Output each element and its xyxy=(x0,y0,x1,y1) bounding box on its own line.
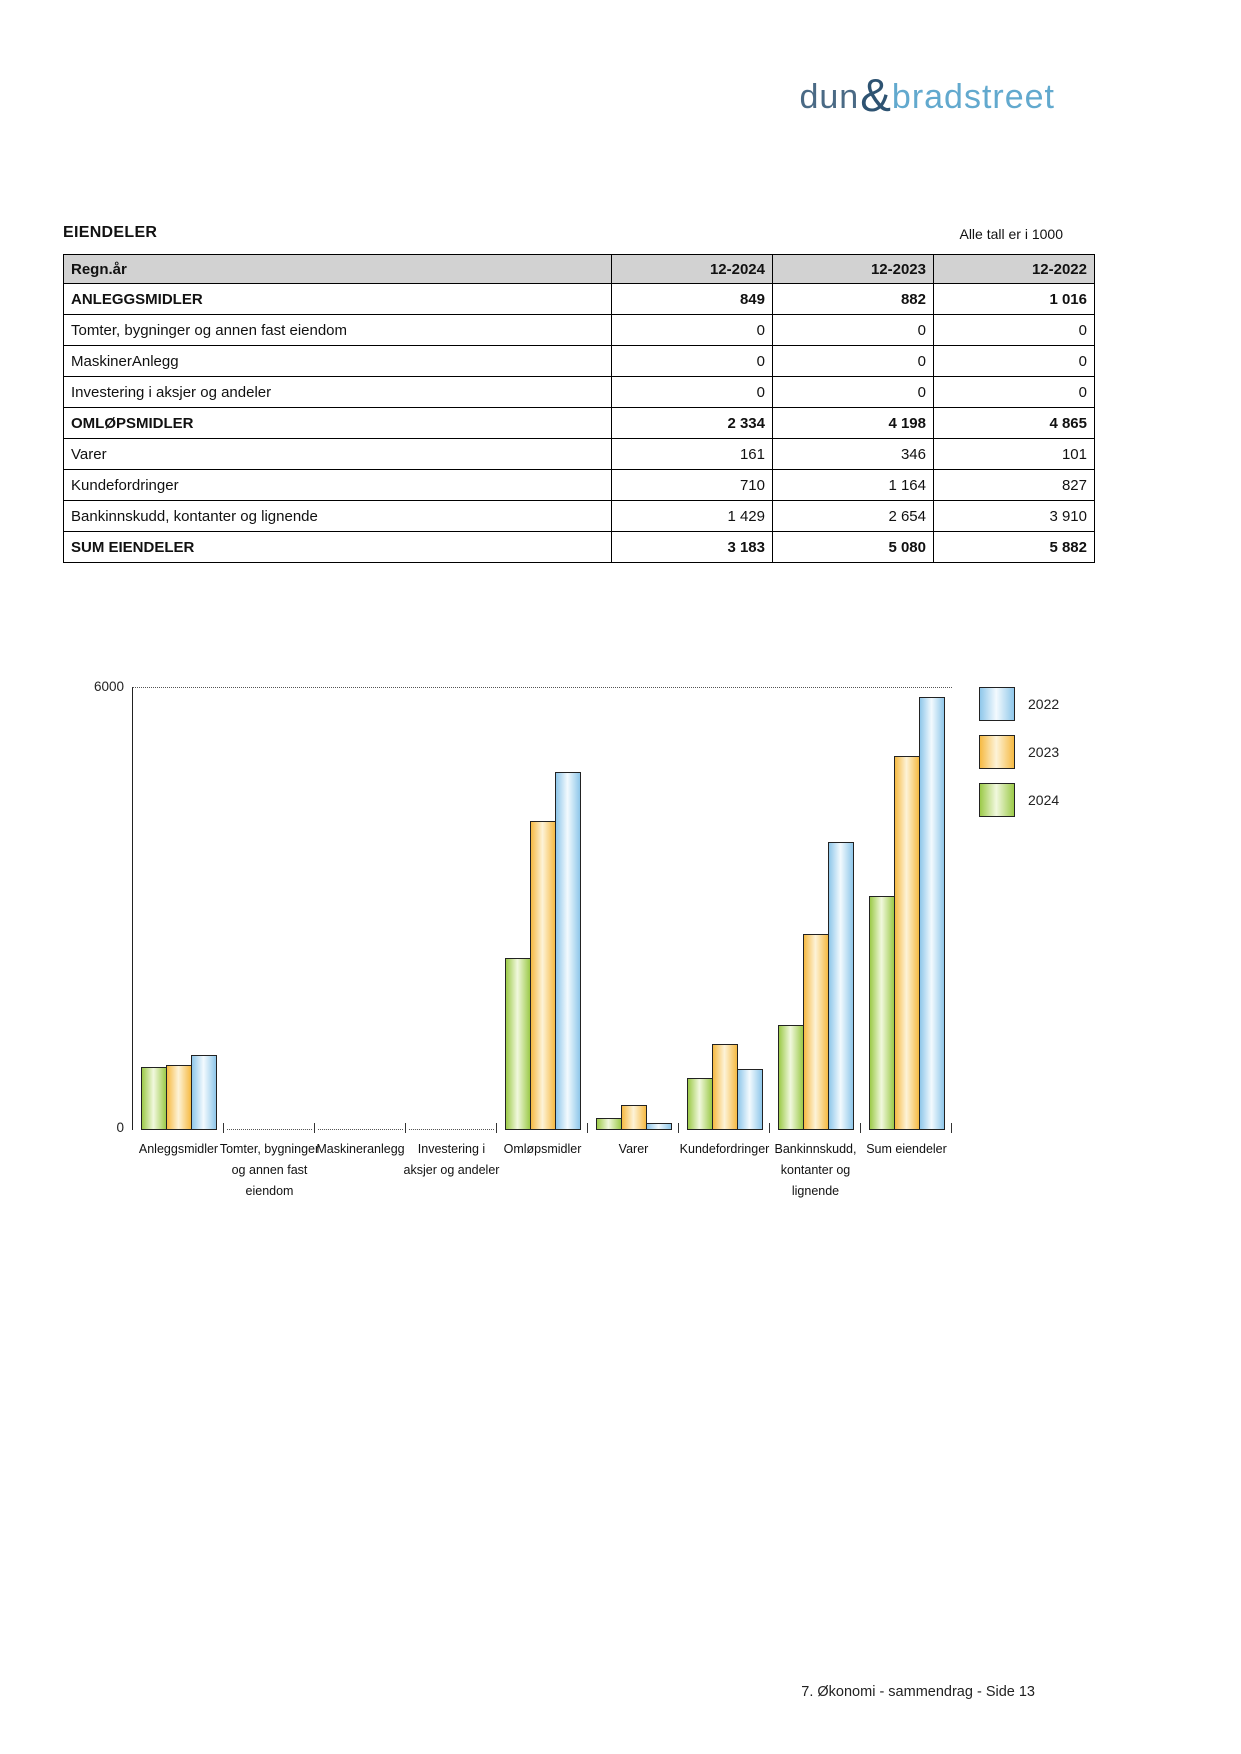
x-axis-label: Investering i aksjer og andeler xyxy=(403,1142,500,1177)
assets-table-head xyxy=(64,255,1095,284)
chart-plot-area xyxy=(132,687,952,1198)
value-cell: 827 xyxy=(934,470,1095,501)
row-label: ANLEGGSMIDLER xyxy=(64,284,612,315)
x-axis-tick xyxy=(951,1123,952,1133)
value-cell: 5 882 xyxy=(934,532,1095,563)
table-row xyxy=(64,501,1095,532)
row-label: Investering i aksjer og andeler xyxy=(64,377,612,408)
bar-group xyxy=(141,1055,217,1130)
table-row xyxy=(64,470,1095,501)
bar-2024 xyxy=(869,896,895,1130)
zero-value-baseline xyxy=(318,1129,403,1130)
value-cell: 0 xyxy=(612,346,773,377)
x-axis-label: Omløpsmidler xyxy=(503,1142,582,1156)
bar-2022 xyxy=(555,772,581,1130)
table-row xyxy=(64,284,1095,315)
legend-item xyxy=(979,687,1059,721)
chart-category-slot xyxy=(588,688,679,1156)
x-axis-label: Tomter, bygninger og annen fast eiendom xyxy=(219,1142,320,1198)
value-cell: 4 865 xyxy=(934,408,1095,439)
row-label: Kundefordringer xyxy=(64,470,612,501)
logo-ampersand-icon: & xyxy=(860,69,891,121)
units-note: Alle tall er i 1000 xyxy=(959,226,1063,242)
value-cell: 0 xyxy=(773,377,934,408)
value-cell: 0 xyxy=(612,315,773,346)
table-row xyxy=(64,315,1095,346)
value-cell: 4 198 xyxy=(773,408,934,439)
zero-value-baseline xyxy=(227,1129,312,1130)
value-cell: 161 xyxy=(612,439,773,470)
value-cell: 0 xyxy=(934,315,1095,346)
bar-group xyxy=(505,772,581,1130)
table-row xyxy=(64,439,1095,470)
legend-swatch-2022 xyxy=(979,687,1015,721)
chart-category-slot xyxy=(770,688,861,1198)
table-header-cell: 12-2024 xyxy=(612,255,773,284)
table-row xyxy=(64,346,1095,377)
value-cell: 0 xyxy=(934,346,1095,377)
legend-label: 2024 xyxy=(1028,792,1060,808)
x-axis-label: Maskineranlegg xyxy=(316,1142,405,1156)
row-label: OMLØPSMIDLER xyxy=(64,408,612,439)
bar-2023 xyxy=(621,1105,647,1130)
value-cell: 2 334 xyxy=(612,408,773,439)
bar-group xyxy=(596,1105,672,1130)
bar-2024 xyxy=(778,1025,804,1130)
chart-category-slot xyxy=(679,688,770,1156)
table-row xyxy=(64,532,1095,563)
logo-text-dun: dun xyxy=(799,78,860,116)
x-axis-label: Bankinnskudd, kontanter og lignende xyxy=(774,1142,857,1198)
value-cell: 346 xyxy=(773,439,934,470)
value-cell: 3 183 xyxy=(612,532,773,563)
table-header-cell: 12-2022 xyxy=(934,255,1095,284)
logo-text-bradstreet: bradstreet xyxy=(891,78,1055,116)
bar-2023 xyxy=(712,1044,738,1130)
chart-category-slot xyxy=(315,688,406,1156)
bar-2024 xyxy=(141,1067,167,1130)
dun-bradstreet-logo xyxy=(799,70,1055,126)
legend-label: 2023 xyxy=(1028,744,1060,760)
assets-table-body xyxy=(64,284,1095,563)
bar-2024 xyxy=(687,1078,713,1130)
x-axis-label: Varer xyxy=(618,1142,649,1156)
table-header-row xyxy=(64,255,1095,284)
x-axis-label: Kundefordringer xyxy=(679,1142,770,1156)
value-cell: 0 xyxy=(773,315,934,346)
y-axis-zero-label: 0 xyxy=(116,1120,124,1135)
value-cell: 101 xyxy=(934,439,1095,470)
bar-2023 xyxy=(166,1065,192,1130)
chart-category-slot xyxy=(861,688,952,1156)
value-cell: 0 xyxy=(612,377,773,408)
chart-category-slot xyxy=(497,688,588,1156)
assets-table xyxy=(63,254,1095,563)
value-cell: 1 429 xyxy=(612,501,773,532)
legend-swatch-2023 xyxy=(979,735,1015,769)
value-cell: 1 016 xyxy=(934,284,1095,315)
table-header-cell: 12-2023 xyxy=(773,255,934,284)
bar-2022 xyxy=(646,1123,672,1130)
value-cell: 1 164 xyxy=(773,470,934,501)
row-label: Tomter, bygninger og annen fast eiendom xyxy=(64,315,612,346)
section-title: EIENDELER xyxy=(63,224,158,241)
table-header-cell: Regn.år xyxy=(64,255,612,284)
bar-2024 xyxy=(596,1118,622,1130)
bar-2023 xyxy=(530,821,556,1130)
row-label: Bankinnskudd, kontanter og lignende xyxy=(64,501,612,532)
row-label: Varer xyxy=(64,439,612,470)
bar-group xyxy=(869,697,945,1130)
x-axis-label: Sum eiendeler xyxy=(866,1142,947,1156)
value-cell: 3 910 xyxy=(934,501,1095,532)
value-cell: 0 xyxy=(773,346,934,377)
bar-2022 xyxy=(191,1055,217,1130)
legend-swatch-2024 xyxy=(979,783,1015,817)
legend-item xyxy=(979,783,1059,817)
bar-group xyxy=(687,1044,763,1130)
value-cell: 5 080 xyxy=(773,532,934,563)
chart-category-slot xyxy=(133,688,224,1156)
y-axis-max-label: 6000 xyxy=(93,679,124,694)
bar-group xyxy=(778,842,854,1130)
table-row xyxy=(64,408,1095,439)
value-cell: 2 654 xyxy=(773,501,934,532)
table-row xyxy=(64,377,1095,408)
chart-category-slot xyxy=(403,688,500,1177)
page-footer: 7. Økonomi - sammendrag - Side 13 xyxy=(801,1684,1035,1700)
x-axis-label: Anleggsmidler xyxy=(138,1142,219,1156)
bar-2024 xyxy=(505,958,531,1130)
row-label: MaskinerAnlegg xyxy=(64,346,612,377)
bar-2022 xyxy=(828,842,854,1130)
zero-value-baseline xyxy=(409,1129,494,1130)
bar-2023 xyxy=(894,756,920,1130)
row-label: SUM EIENDELER xyxy=(64,532,612,563)
value-cell: 0 xyxy=(934,377,1095,408)
value-cell: 710 xyxy=(612,470,773,501)
bar-2023 xyxy=(803,934,829,1130)
value-cell: 882 xyxy=(773,284,934,315)
bar-2022 xyxy=(737,1069,763,1130)
value-cell: 849 xyxy=(612,284,773,315)
legend-item xyxy=(979,735,1059,769)
chart-category-slot xyxy=(219,688,320,1198)
legend-label: 2022 xyxy=(1028,696,1060,712)
bar-2022 xyxy=(919,697,945,1130)
chart-legend xyxy=(979,687,1059,831)
